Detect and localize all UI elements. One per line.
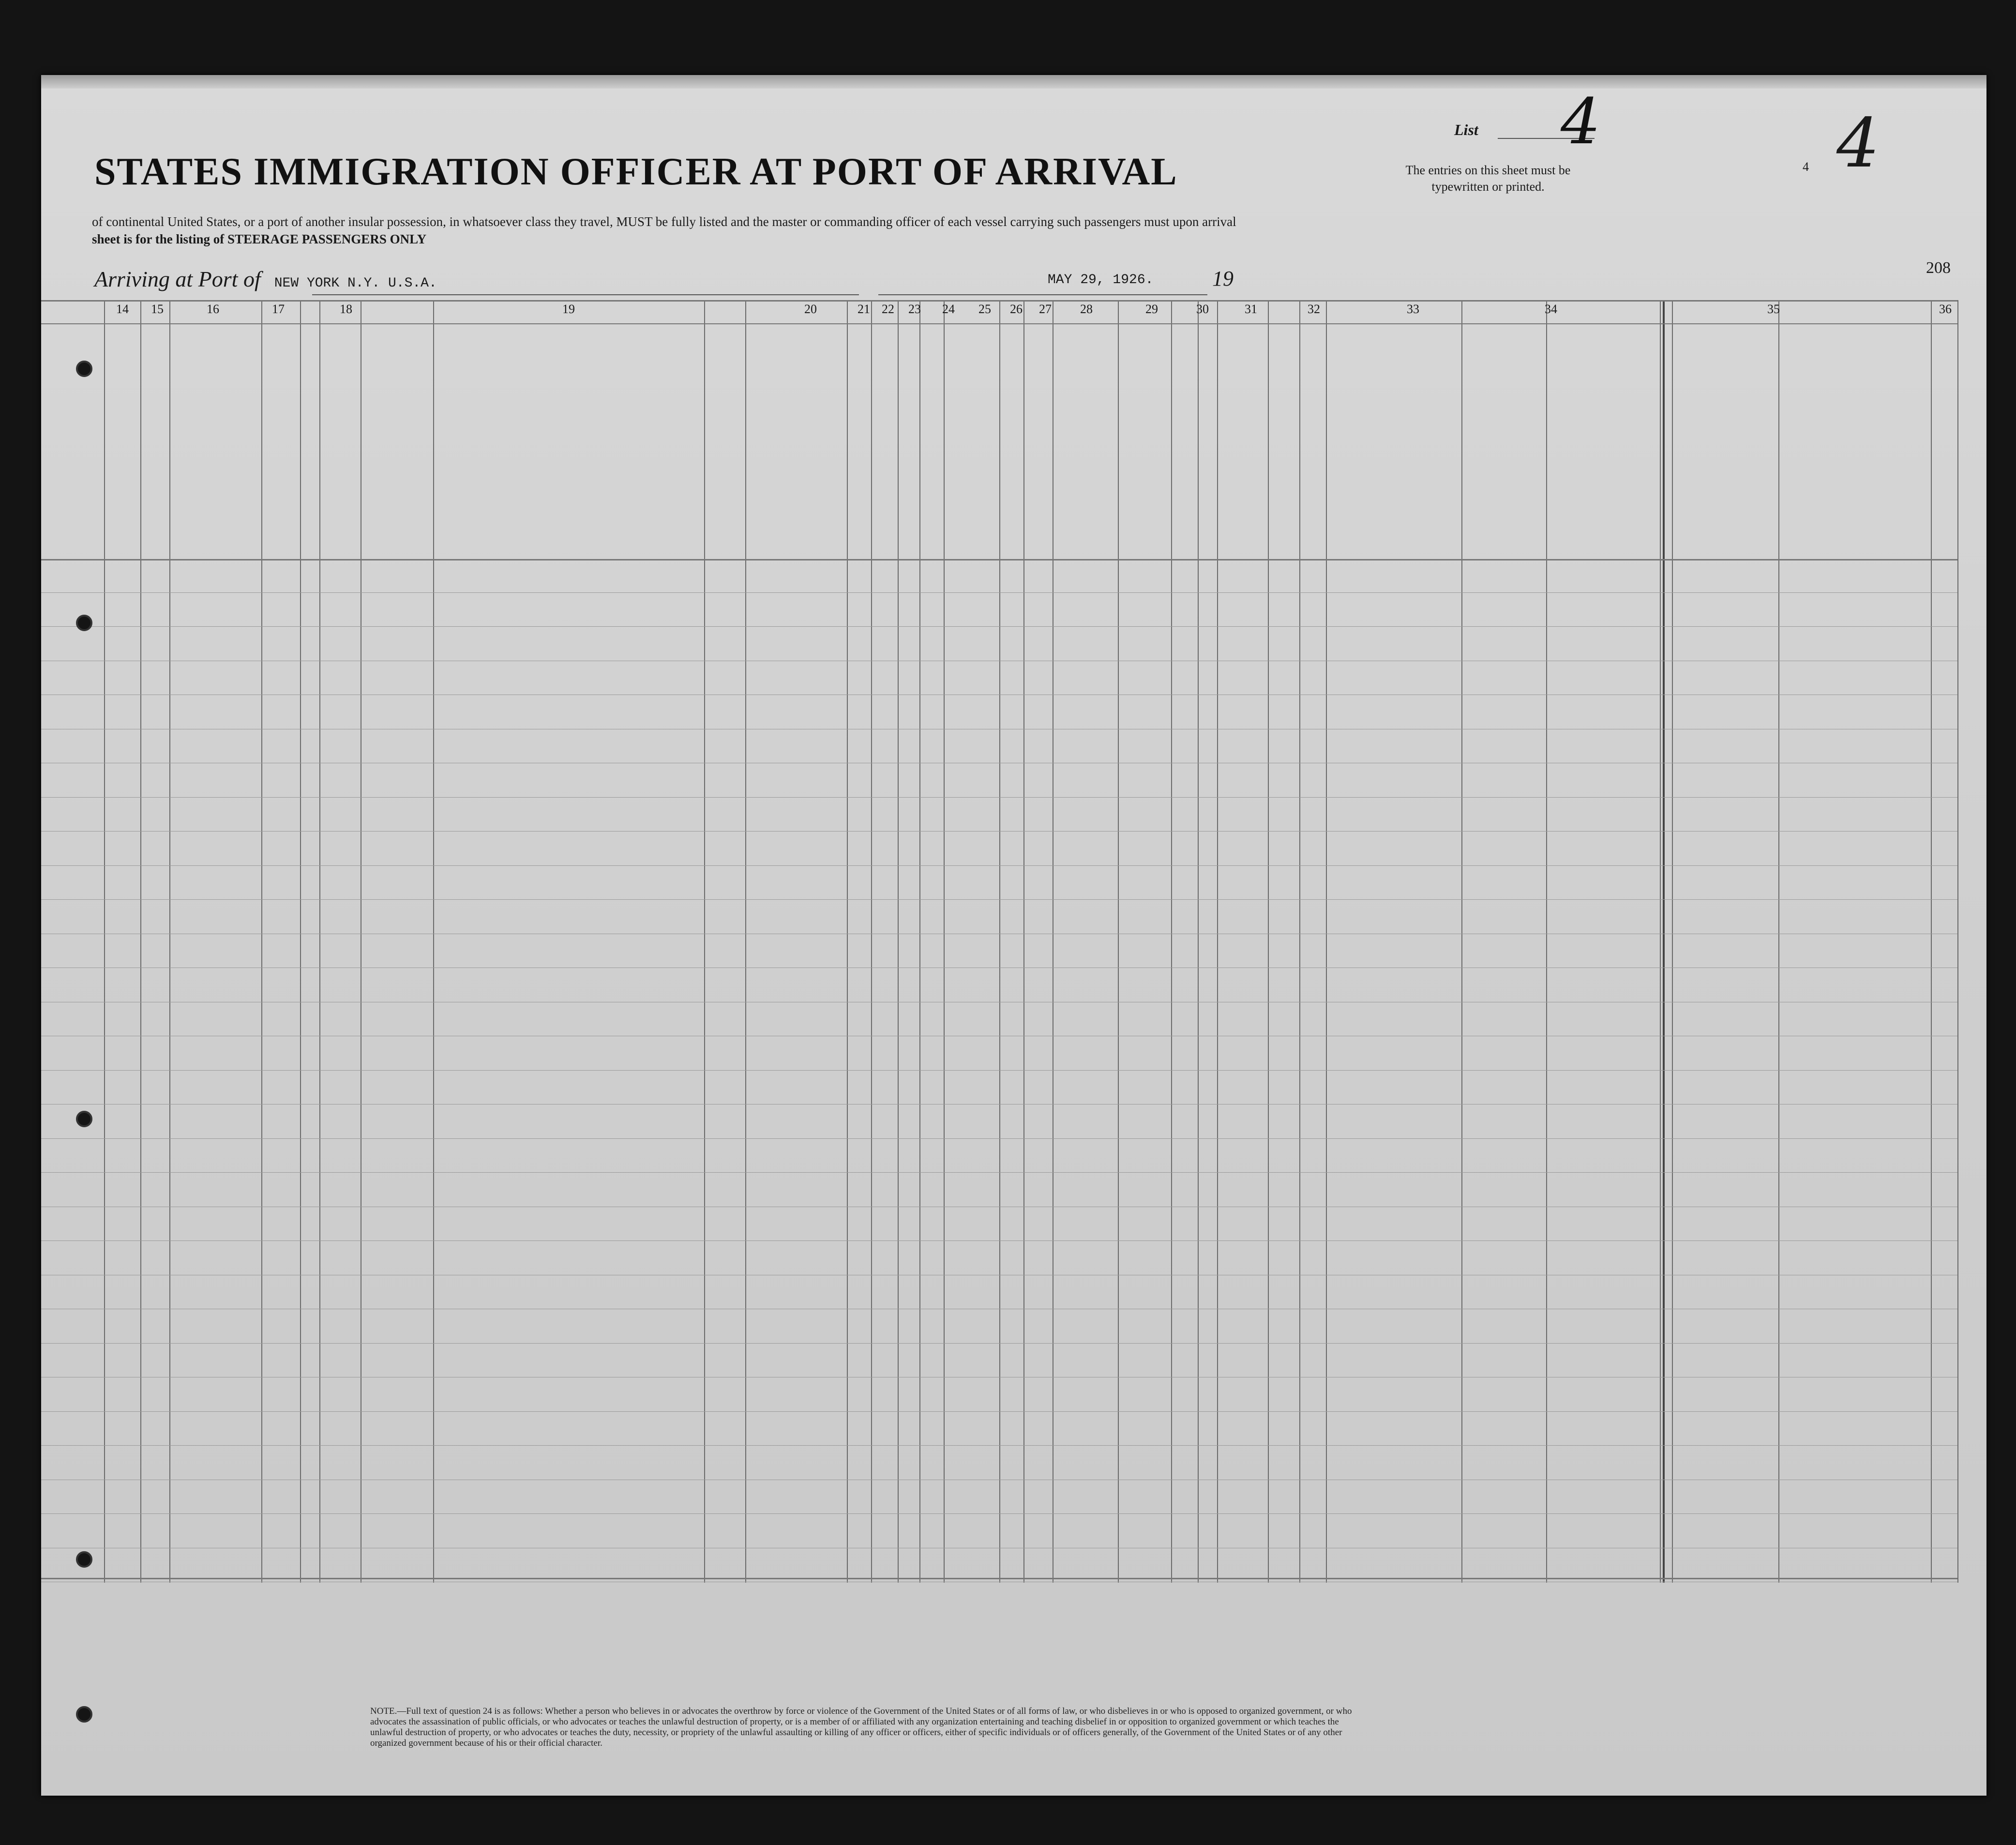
subtitle [92, 213, 1607, 248]
row-line [41, 865, 1957, 866]
column-number: 35 [1767, 302, 1780, 316]
list-number: 4 [1561, 85, 1601, 158]
column-number: 14 [116, 302, 129, 316]
row-line [41, 831, 1957, 832]
binder-hole [76, 1551, 92, 1568]
column-number: 24 [942, 302, 955, 316]
list-label: List [1454, 121, 1478, 138]
arrival-date: MAY 29, 1926. [1048, 272, 1154, 287]
column-divider [898, 300, 899, 1583]
column-number: 22 [882, 302, 894, 316]
row-line [41, 1411, 1957, 1412]
column-divider [1931, 300, 1932, 1583]
column-number: 18 [340, 302, 352, 316]
question-24-footnote: NOTE.—Full text of question 24 is as follows: Whether a person who believes in or advocates the overthrow by force or violence of the Government of the United States or of all forms of law, or who disbelieves in or who is opposed to organized government, or who advocates the assassination of public officials, or who advocates or teaches the unlawful destruction of property, or is a member of or affiliated with any organization entertaining and teaching disbelief in or opposition to organized government or which teaches the unlawful destruction of property, or who advocates or teaches the duty, necessity, or propriety of the unlawful assaulting or killing of any officer or officers, either of specific individuals or of officers generally, of the Government of the United States or of any other organized government because of his or their official character. [370, 1706, 1352, 1748]
column-number: 21 [858, 302, 870, 316]
column-number: 20 [804, 302, 817, 316]
column-divider [1217, 300, 1218, 1583]
typewritten-note: The entries on this sheet must be typewritten or printed. [1405, 163, 1571, 194]
column-divider [847, 300, 848, 1583]
header-bottom-line [41, 559, 1957, 560]
column-divider [1299, 300, 1300, 1583]
year-suffix: 19 [1212, 267, 1234, 290]
column-number: 32 [1308, 302, 1320, 316]
row-line [41, 1240, 1957, 1241]
row-line [41, 1513, 1957, 1514]
table-bottom-line [41, 1578, 1957, 1579]
table-top-line [41, 300, 1957, 302]
column-divider [944, 300, 945, 1583]
port-name: NEW YORK N.Y. U.S.A. [274, 276, 437, 291]
binder-hole [76, 1706, 92, 1723]
column-number: 23 [908, 302, 921, 316]
column-number: 19 [562, 302, 575, 316]
column-divider [919, 300, 920, 1583]
column-number: 34 [1545, 302, 1557, 316]
column-number: 25 [978, 302, 991, 316]
column-divider [140, 300, 141, 1583]
arriving-line [94, 266, 437, 292]
column-number: 31 [1245, 302, 1257, 316]
column-divider [871, 300, 872, 1583]
column-divider [1957, 300, 1958, 1583]
column-divider [704, 300, 705, 1583]
column-divider [1118, 300, 1119, 1583]
right-list-number: 4 [1836, 104, 1880, 183]
row-line [41, 899, 1957, 900]
column-number: 36 [1939, 302, 1952, 316]
column-divider [1660, 300, 1661, 1583]
column-divider [104, 300, 105, 1583]
row-line [41, 1343, 1957, 1344]
row-line [41, 626, 1957, 627]
row-line [41, 1445, 1957, 1446]
column-divider [1778, 300, 1779, 1583]
column-number: 29 [1145, 302, 1158, 316]
row-line [41, 1138, 1957, 1139]
column-divider [300, 300, 301, 1583]
column-divider [745, 300, 746, 1583]
column-divider [1672, 300, 1673, 1583]
column-number: 16 [207, 302, 219, 316]
column-number: 26 [1010, 302, 1023, 316]
sheet-top-edge [41, 75, 1986, 89]
sheet-fold-divider [1663, 300, 1665, 1583]
column-divider [433, 300, 434, 1583]
binder-hole [76, 1111, 92, 1127]
sheet-number: 208 [1926, 259, 1951, 277]
column-divider [1461, 300, 1462, 1583]
small-list-number: 4 [1803, 160, 1809, 174]
binder-hole [76, 615, 92, 631]
arriving-label: Arriving at Port of [94, 267, 261, 291]
row-line [41, 1172, 1957, 1173]
column-divider [169, 300, 170, 1583]
column-divider [1268, 300, 1269, 1583]
column-number: 17 [272, 302, 285, 316]
row-line [41, 797, 1957, 798]
column-divider [261, 300, 262, 1583]
column-number: 28 [1080, 302, 1093, 316]
subtitle-line-1: of continental United States, or a port of another insular possession, in whatsoever class they travel, MUST be fully listed and the master or commanding officer of each vessel carrying such passengers must upon arrival [92, 214, 1236, 229]
port-underline [312, 294, 859, 295]
header-number-line [41, 323, 1957, 324]
column-divider [1023, 300, 1024, 1583]
column-divider [1326, 300, 1327, 1583]
column-divider [1171, 300, 1172, 1583]
column-number: 30 [1196, 302, 1209, 316]
date-underline [878, 294, 1207, 295]
column-number: 15 [151, 302, 164, 316]
column-number: 27 [1039, 302, 1052, 316]
subtitle-line-2: sheet is for the listing of STEERAGE PASSENGERS ONLY [92, 232, 427, 246]
row-line [41, 592, 1957, 593]
row-line [41, 1070, 1957, 1071]
column-divider [1198, 300, 1199, 1583]
column-number: 33 [1407, 302, 1419, 316]
manifest-table [41, 300, 1986, 1583]
column-divider [999, 300, 1000, 1583]
binder-hole [76, 361, 92, 377]
column-divider [1546, 300, 1547, 1583]
manifest-sheet [41, 75, 1986, 1796]
column-divider [319, 300, 320, 1583]
page-title: STATES IMMIGRATION OFFICER AT PORT OF ARRIVAL [94, 151, 1178, 193]
